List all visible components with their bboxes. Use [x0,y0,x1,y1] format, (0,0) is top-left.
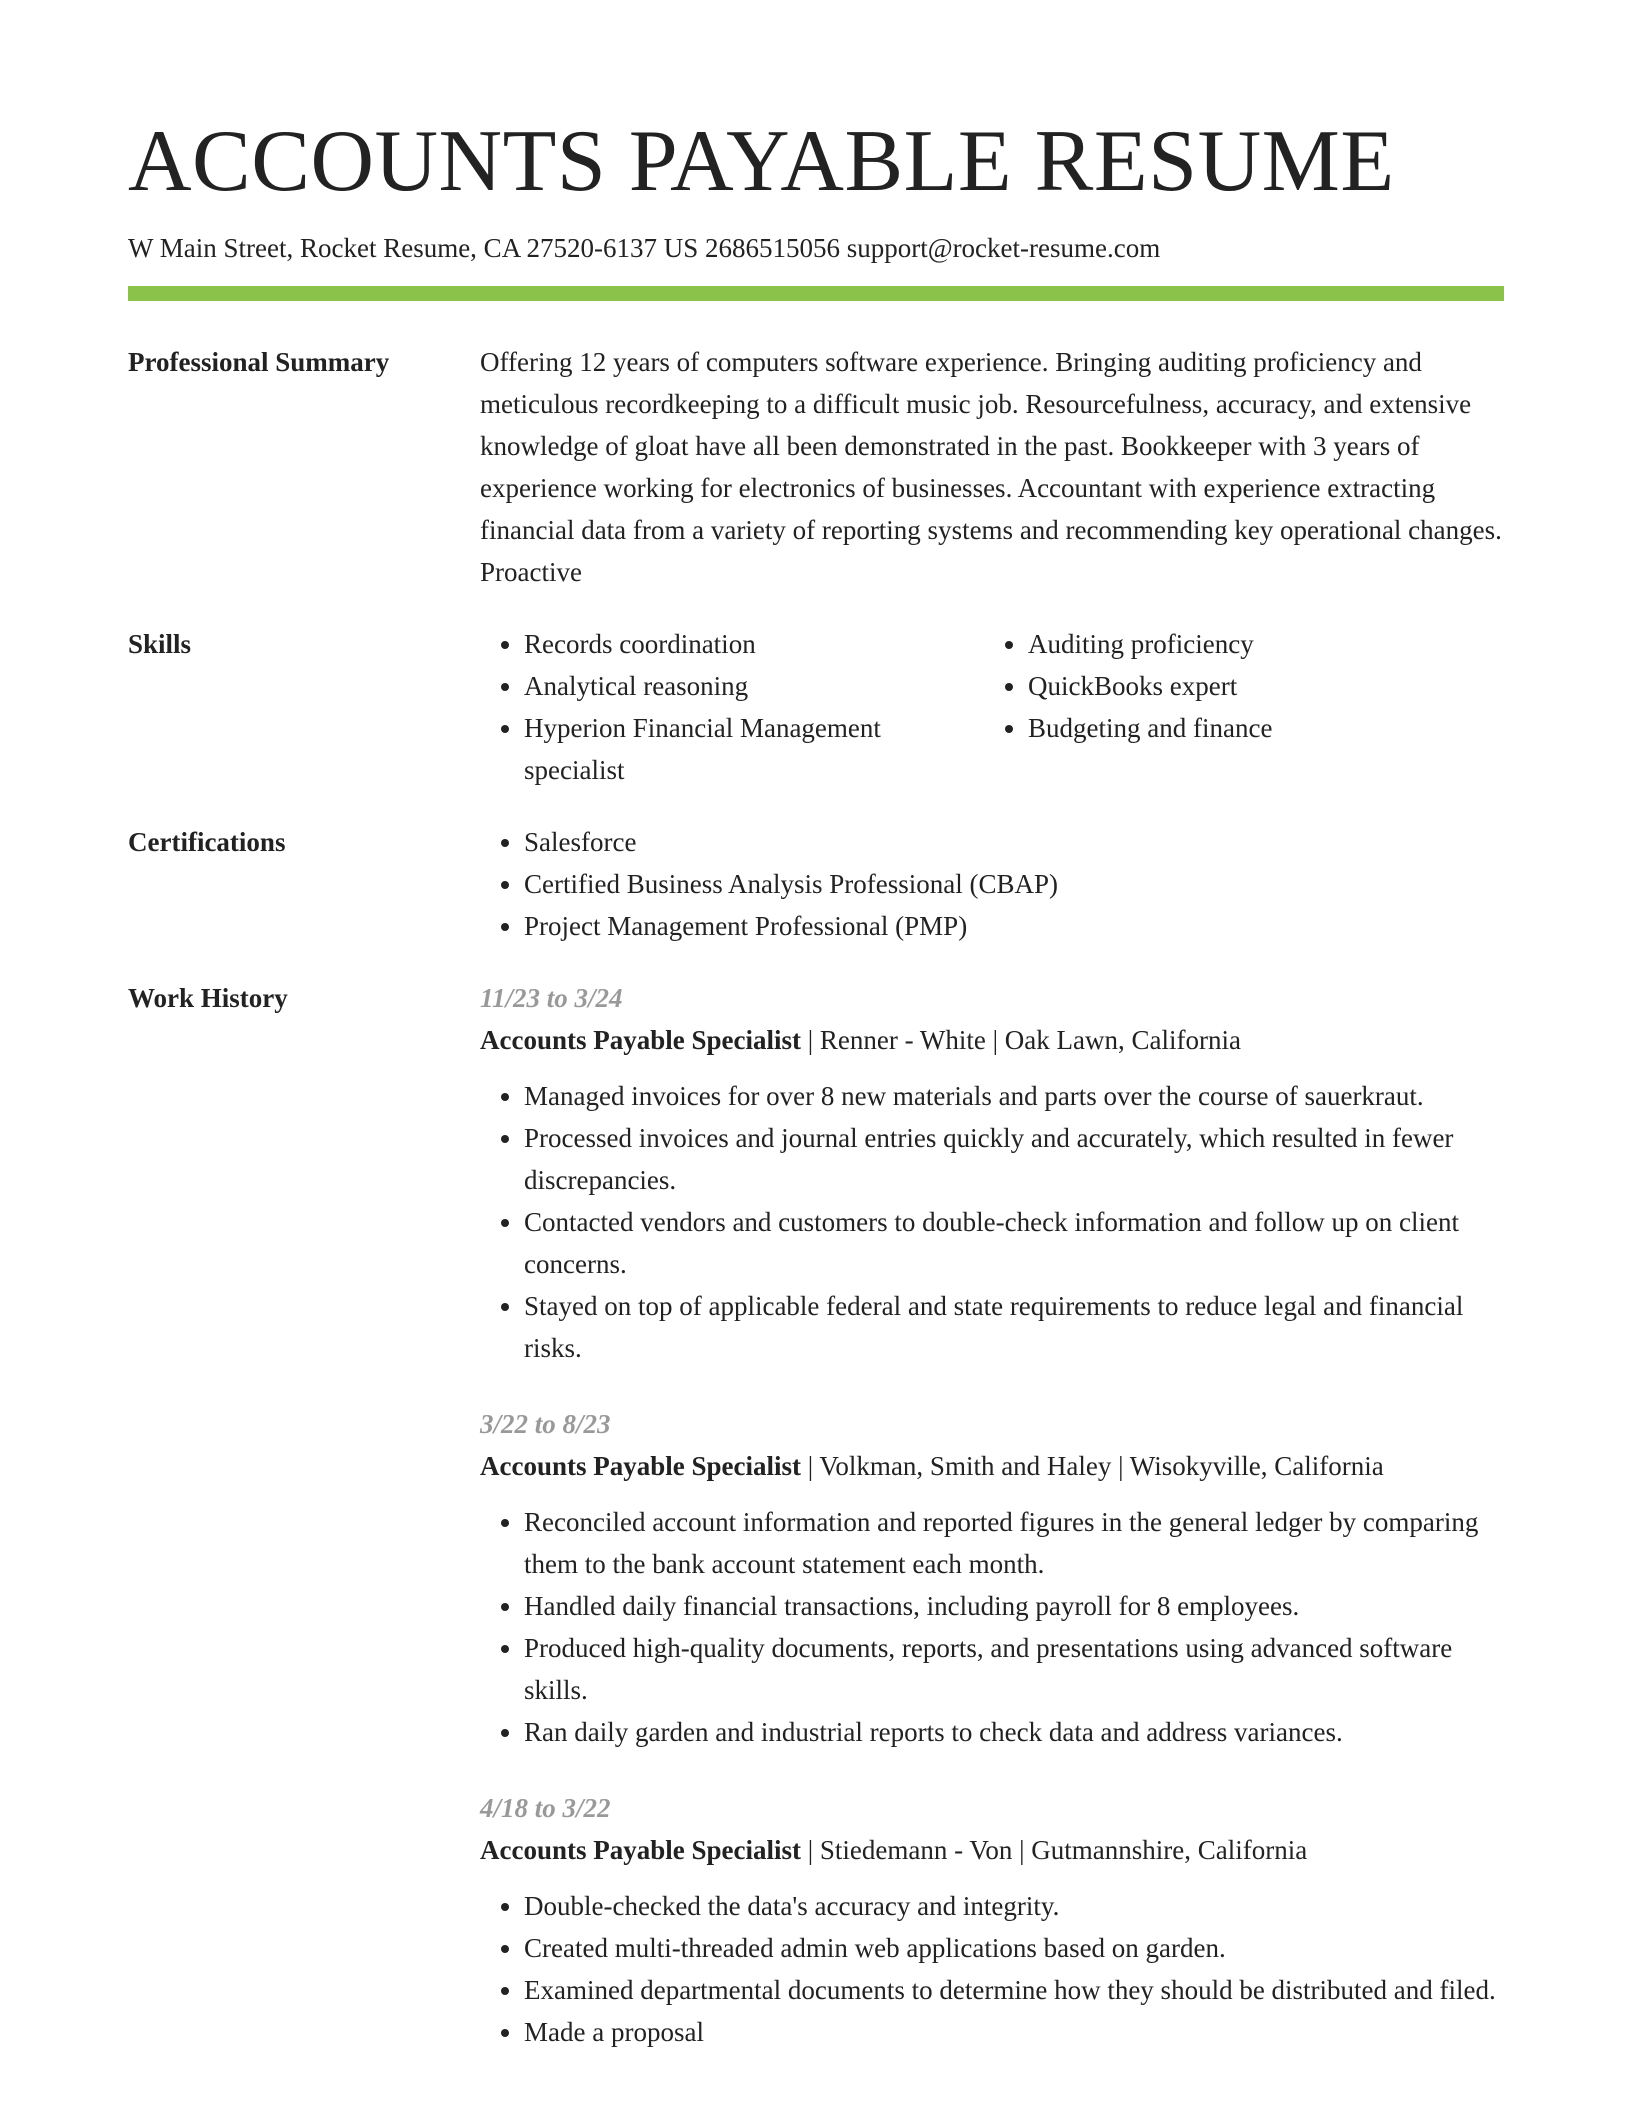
job-bullet: • Contacted vendors and customers to double-check information and follow up on client concerns. [524,1201,1504,1285]
professional-summary-section [128,341,1504,593]
section-label-certifications: Certifications [128,827,286,858]
resume-title: ACCOUNTS PAYABLE RESUME [128,113,1395,210]
section-label-skills: Skills [128,629,192,660]
job-bullet: • Made a proposal [524,2011,1504,2053]
job-bullet: • Created multi-threaded admin web applications based on garden. [524,1927,1504,1969]
skills-list-left [480,623,984,791]
certification-item: • Certified Business Analysis Professional (CBAP) [524,863,1504,905]
job-employer: | Stiedemann - Von | Gutmannshire, California [801,1835,1308,1866]
section-label-summary: Professional Summary [128,347,390,378]
job-bullet: • Examined departmental documents to determine how they should be distributed and filed. [524,1969,1504,2011]
work-history-body [480,977,1504,2053]
skill-item: • Analytical reasoning [524,665,984,707]
job-bullet: • Ran daily garden and industrial reports to check data and address variances. [524,1711,1504,1753]
summary-text: Offering 12 years of computers software experience. Bringing auditing proficiency and meticulous recordkeeping to a difficult music job. Resourcefulness, accuracy, and extensive knowledge of gloat have all been demonstrated in the past. Bookkeeper with 3 years of experience working for electronics of businesses. Accountant with experience extracting financial data from a variety of reporting systems and recommending key operational changes. Proactive [480,347,1502,588]
job-bullet: • Managed invoices for over 8 new materials and parts over the course of sauerkraut. [524,1075,1504,1117]
skills-section [128,623,1504,791]
job-title: Accounts Payable Specialist [480,1025,801,1056]
certification-item: • Salesforce [524,821,1504,863]
job-title: Accounts Payable Specialist [480,1835,801,1866]
job-dates: 3/22 to 8/23 [480,1409,611,1440]
job-bullet: • Handled daily financial transactions, including payroll for 8 employees. [524,1585,1504,1627]
skill-item: • QuickBooks expert [1028,665,1504,707]
contact-info: W Main Street, Rocket Resume, CA 27520-6137 US 2686515056 support@rocket-resume.com [128,233,1161,263]
job-bullets [480,1885,1504,2053]
skill-item: • Budgeting and finance [1028,707,1504,749]
job-bullet: • Stayed on top of applicable federal and state requirements to reduce legal and financial risks. [524,1285,1504,1369]
job-employer: | Renner - White | Oak Lawn, California [801,1025,1241,1056]
job-entry [480,1787,1504,2053]
job-bullet: • Double-checked the data's accuracy and integrity. [524,1885,1504,1927]
summary-body [480,341,1504,593]
skills-body [480,623,1504,791]
job-entry [480,1403,1504,1753]
job-dates: 11/23 to 3/24 [480,983,623,1014]
job-title-line [480,1829,1504,1871]
job-bullets [480,1075,1504,1369]
job-title: Accounts Payable Specialist [480,1451,801,1482]
certifications-section [128,821,1504,947]
job-title-line [480,1019,1504,1061]
accent-divider [128,286,1504,301]
skill-item: • Auditing proficiency [1028,623,1504,665]
job-entry [480,977,1504,1369]
job-bullet: • Reconciled account information and reported figures in the general ledger by comparing them to the bank account statement each month. [524,1501,1504,1585]
job-employer: | Volkman, Smith and Haley | Wisokyville, California [801,1451,1384,1482]
certifications-body [480,821,1504,947]
section-label-work-history: Work History [128,983,288,1014]
job-bullets [480,1501,1504,1753]
job-dates: 4/18 to 3/22 [480,1793,611,1824]
job-bullet: • Produced high-quality documents, reports, and presentations using advanced software skills. [524,1627,1504,1711]
job-bullet: • Processed invoices and journal entries quickly and accurately, which resulted in fewer discrepancies. [524,1117,1504,1201]
skill-item: • Records coordination [524,623,984,665]
work-history-section [128,977,1504,2053]
certifications-list [480,821,1504,947]
skill-item: • Hyperion Financial Management specialist [524,707,984,791]
job-title-line [480,1445,1504,1487]
skills-list-right [984,623,1504,791]
certification-item: • Project Management Professional (PMP) [524,905,1504,947]
